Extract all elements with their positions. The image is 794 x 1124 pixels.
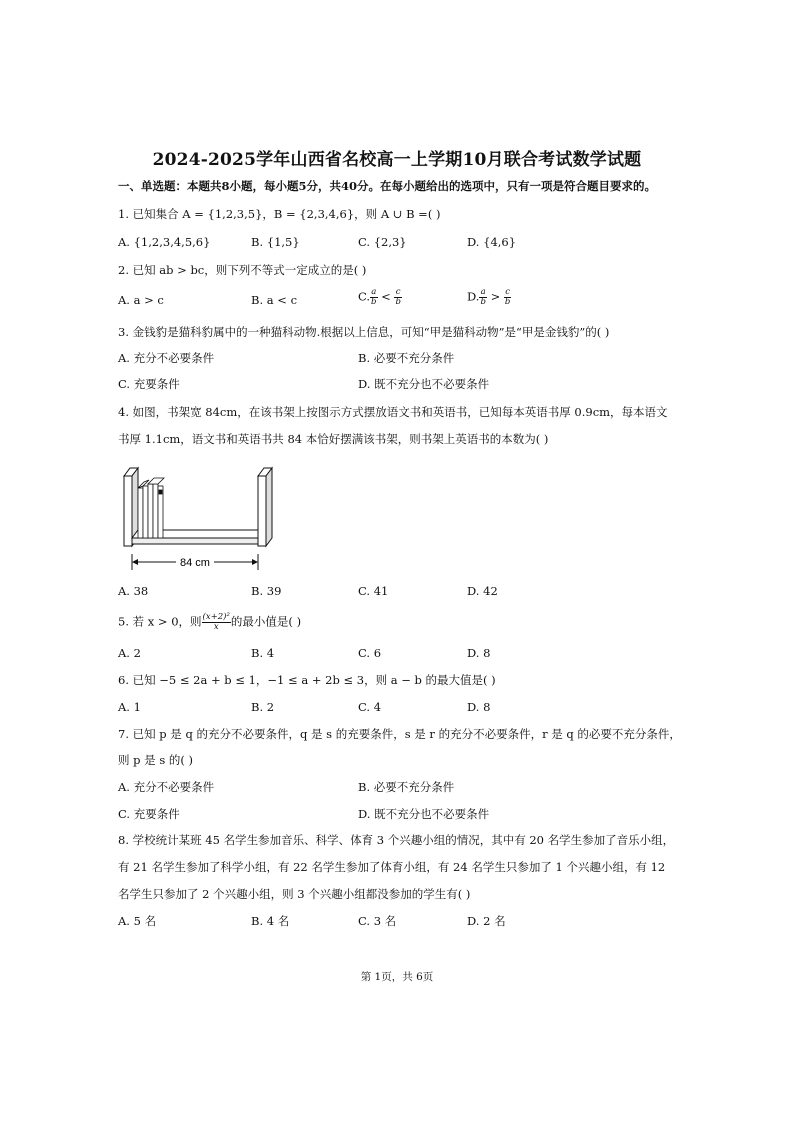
question-4-stem-line-2: 书厚 1.1cm，语文书和英语书共 84 本恰好摆满该书架，则书架上英语书的本数为( ) <box>118 432 549 446</box>
bookshelf-figure <box>118 458 278 576</box>
option-c-label: C. <box>358 289 371 304</box>
question-4-stem-line-1: 4. 如图，书架宽 84cm，在该书架上按图示方式摆放语文书和英语书，已知每本英语书厚 0.9cm，每本语文 <box>118 405 668 419</box>
question-8-stem-line-3: 名学生只参加了 2 个兴趣小组，则 3 个兴趣小组都没参加的学生有( ) <box>118 887 471 901</box>
less-than-sign: < <box>381 289 391 304</box>
question-8-option-d: D. 2 名 <box>467 914 506 928</box>
question-1-option-b: B. {1,5} <box>251 235 300 249</box>
question-2-stem: 2. 已知 ab > bc，则下列不等式一定成立的是( ) <box>118 263 367 277</box>
question-8-stem-line-2: 有 21 名学生参加了科学小组，有 22 名学生参加了体育小组，有 24 名学生只参加了 1 个兴趣小组，有 12 <box>118 860 666 874</box>
question-6-option-a: A. 1 <box>118 700 141 714</box>
fraction-c-over-b: $\frac{c}{b}$ <box>395 287 401 307</box>
question-8-option-c: C. 3 名 <box>358 914 397 928</box>
question-3-option-d: D. 既不充分也不必要条件 <box>358 377 490 391</box>
question-8-option-b: B. 4 名 <box>251 914 290 928</box>
question-4-option-a: A. 38 <box>118 584 149 598</box>
question-1-option-a: A. {1,2,3,4,5,6} <box>118 235 211 249</box>
question-7-option-d: D. 既不充分也不必要条件 <box>358 807 490 821</box>
question-3-option-b: B. 必要不充分条件 <box>358 351 455 365</box>
question-3-option-c: C. 充要条件 <box>118 377 180 391</box>
question-2-option-d <box>467 288 511 307</box>
question-5-option-a: A. 2 <box>118 646 141 660</box>
question-2-option-b: B. a < c <box>251 293 298 307</box>
question-6-stem: 6. 已知 −5 ≤ 2a + b ≤ 1，−1 ≤ a + 2b ≤ 3，则 a − b 的最大值是( ) <box>118 673 496 687</box>
question-4-option-b: B. 39 <box>251 584 282 598</box>
question-4-option-d: D. 42 <box>467 584 498 598</box>
question-8-stem-line-1: 8. 学校统计某班 45 名学生参加音乐、科学、体育 3 个兴趣小组的情况，其中有 20 名学生参加了音乐小组， <box>118 833 675 847</box>
question-7-stem-line-1: 7. 已知 p 是 q 的充分不必要条件，q 是 s 的充要条件，s 是 r 的充分不必要条件，r 是 q 的必要不充分条件， <box>118 727 681 741</box>
question-6-option-d: D. 8 <box>467 700 491 714</box>
page-footer: 第 1页，共 6页 <box>360 971 434 983</box>
question-7-option-a: A. 充分不必要条件 <box>118 780 215 794</box>
books-stack <box>138 478 164 538</box>
fraction-a-over-b: $\frac{a}{b}$ <box>371 287 377 307</box>
question-2-option-c <box>358 288 402 307</box>
question-1-stem: 1. 已知集合 A = {1,2,3,5}，B = {2,3,4,6}，则 A ∪ B =( ) <box>118 207 441 221</box>
question-1-option-d: D. {4,6} <box>467 235 517 249</box>
question-1-option-c: C. {2,3} <box>358 235 407 249</box>
question-7-option-b: B. 必要不充分条件 <box>358 780 455 794</box>
question-3-option-a: A. 充分不必要条件 <box>118 351 215 365</box>
question-5-option-b: B. 4 <box>251 646 275 660</box>
question-6-option-b: B. 2 <box>251 700 275 714</box>
section-heading: 一、单选题：本题共8小题，每小题5分，共40分。在每小题给出的选项中，只有一项是符合题目要求的。 <box>118 179 657 193</box>
question-2-option-a: A. a > c <box>118 293 164 307</box>
option-d-label: D. <box>467 289 480 304</box>
fraction-a-over-b: $\frac{a}{b}$ <box>480 287 486 307</box>
question-5-option-c: C. 6 <box>358 646 382 660</box>
dimension-label: 84 cm <box>180 557 210 569</box>
question-3-stem: 3. 金钱豹是猫科豹属中的一种猫科动物.根据以上信息，可知“甲是猫科动物”是“甲是金钱豹”的( ) <box>118 325 610 339</box>
question-8-option-a: A. 5 名 <box>118 914 157 928</box>
question-5-option-d: D. 8 <box>467 646 491 660</box>
question-6-option-c: C. 4 <box>358 700 382 714</box>
question-5-stem-prefix: 5. 若 x > 0，则 <box>118 614 202 629</box>
question-5-stem-suffix: 的最小值是( ) <box>230 614 302 629</box>
question-5-stem <box>118 613 301 632</box>
fraction-c-over-b: $\frac{c}{b}$ <box>504 287 511 307</box>
page-title: 2024-2025学年山西省名校高一上学期10月联合考试数学试题 <box>152 150 642 170</box>
question-4-option-c: C. 41 <box>358 584 389 598</box>
question-7-stem-line-2: 则 p 是 s 的( ) <box>118 753 194 767</box>
question-7-option-c: C. 充要条件 <box>118 807 180 821</box>
greater-than-sign: > <box>490 289 501 304</box>
fraction-expression: $\frac{\text{(x+2)²}}{x}$ <box>202 612 230 632</box>
